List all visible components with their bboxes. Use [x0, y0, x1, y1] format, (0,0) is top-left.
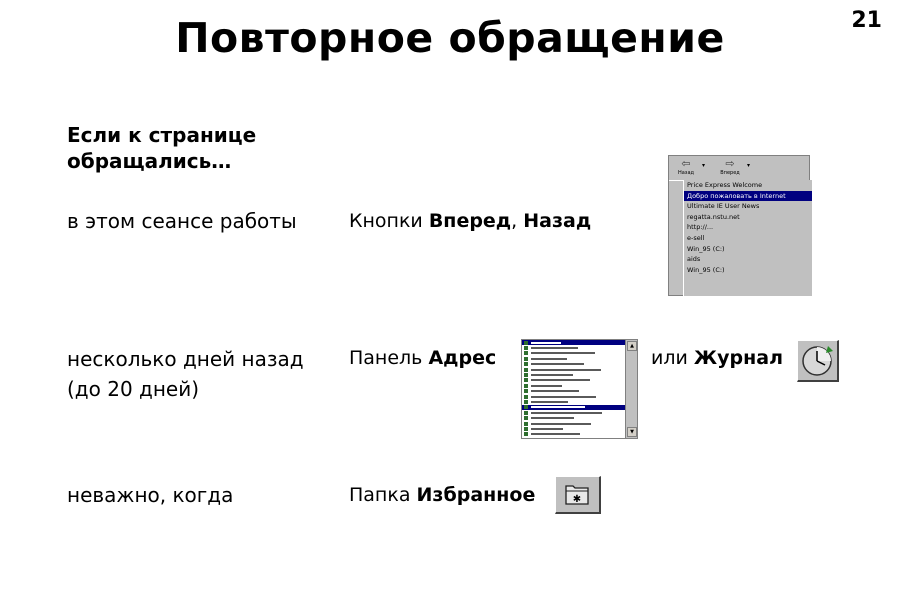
history-dropdown-item[interactable]: regatta.nstu.net — [687, 212, 740, 221]
row-2-label-line-1: несколько дней назад — [67, 347, 304, 371]
address-list-url — [531, 352, 595, 354]
history-dropdown-item[interactable]: aids — [687, 255, 701, 264]
address-list-url — [531, 347, 578, 349]
web-page-icon — [524, 368, 528, 372]
address-list-url — [531, 406, 585, 408]
web-page-icon — [524, 373, 528, 377]
favorites-term: Избранное — [416, 484, 536, 506]
web-page-icon — [524, 389, 528, 393]
web-page-icon — [524, 395, 528, 399]
row-2-alternative — [651, 345, 783, 371]
row-2-description — [349, 345, 496, 371]
address-bar-items — [522, 340, 626, 437]
web-page-icon — [524, 346, 528, 350]
web-page-icon — [524, 384, 528, 388]
web-page-icon — [524, 378, 528, 382]
web-page-icon — [524, 422, 528, 426]
history-term: Журнал — [693, 347, 783, 369]
forward-button[interactable] — [715, 158, 745, 176]
row-2-or-prefix: или — [651, 347, 694, 369]
history-dropdown-item[interactable]: Ultimate IE User News — [687, 202, 760, 211]
favorites-button[interactable] — [555, 476, 601, 514]
back-button-label: Назад — [677, 170, 694, 176]
forward-arrow-icon: ⇨ — [725, 157, 735, 170]
address-list-url — [531, 423, 591, 425]
intro-line-1: Если к странице — [67, 123, 257, 147]
address-list-url — [531, 417, 574, 419]
intro-heading — [67, 122, 256, 174]
row-1-desc-prefix: Кнопки — [349, 210, 429, 232]
row-2-desc-prefix: Панель — [349, 347, 429, 369]
row-1-desc-separator: , — [511, 210, 524, 232]
row-2-label-line-2: (до 20 дней) — [67, 377, 200, 401]
back-dropdown-caret-icon[interactable]: ▾ — [702, 162, 706, 169]
forward-dropdown-caret-icon[interactable]: ▾ — [747, 162, 751, 169]
row-3-desc-prefix: Папка — [349, 484, 417, 506]
clock-icon — [798, 341, 836, 379]
web-page-icon — [524, 411, 528, 415]
web-page-icon — [524, 416, 528, 420]
history-button[interactable] — [797, 340, 839, 382]
web-page-icon — [524, 362, 528, 366]
web-page-icon — [524, 400, 528, 404]
scroll-down-icon[interactable]: ▼ — [627, 427, 637, 437]
back-arrow-icon: ⇦ — [681, 157, 691, 170]
address-list-item[interactable] — [522, 432, 626, 437]
history-dropdown-item[interactable]: e-sell — [687, 233, 705, 242]
slide-number: 21 — [851, 8, 882, 33]
address-list-scrollbar[interactable] — [625, 340, 637, 438]
history-dropdown-item[interactable]: Добро пожаловать в Internet — [684, 191, 812, 202]
history-dropdown-item[interactable]: http://... — [687, 223, 714, 232]
web-page-icon — [524, 405, 528, 409]
history-dropdown-item[interactable]: Win_95 (C:) — [687, 265, 725, 274]
web-page-icon — [524, 351, 528, 355]
address-list-url — [531, 390, 579, 392]
web-page-icon — [524, 432, 528, 436]
row-3-description — [349, 482, 535, 508]
forward-term: Вперед — [428, 210, 512, 232]
history-dropdown-item[interactable]: Win_95 (C:) — [687, 244, 725, 253]
address-list-url — [531, 363, 584, 365]
row-1-description — [349, 208, 591, 234]
address-bar-list — [521, 339, 638, 439]
address-list-url — [531, 412, 602, 414]
forward-button-label: Вперед — [720, 170, 740, 176]
back-forward-dropdown — [668, 155, 810, 296]
intro-line-2: обращались… — [67, 149, 232, 173]
back-button[interactable] — [671, 158, 701, 176]
address-term: Адрес — [428, 347, 497, 369]
address-list-url — [531, 433, 580, 435]
back-term: Назад — [523, 210, 592, 232]
history-dropdown-list — [683, 180, 812, 296]
row-2-label — [67, 344, 304, 404]
address-list-url — [531, 401, 568, 403]
slide-title: Повторное обращение — [175, 14, 725, 62]
history-dropdown-item[interactable]: Price Express Welcome — [687, 181, 763, 189]
nav-toolbar — [669, 156, 757, 181]
folder-star-icon — [556, 477, 598, 511]
address-list-url — [531, 342, 561, 344]
address-list-url — [531, 379, 590, 381]
scroll-up-icon[interactable]: ▲ — [627, 341, 637, 351]
row-1-label: в этом сеансе работы — [67, 209, 297, 233]
address-list-url — [531, 358, 567, 360]
address-list-url — [531, 369, 601, 371]
address-list-url — [531, 428, 563, 430]
address-list-url — [531, 385, 562, 387]
web-page-icon — [524, 357, 528, 361]
web-page-icon — [524, 341, 528, 345]
web-page-icon — [524, 427, 528, 431]
address-list-url — [531, 396, 596, 398]
row-3-label: неважно, когда — [67, 483, 234, 507]
svg-text:✱: ✱ — [572, 494, 582, 505]
address-list-url — [531, 374, 573, 376]
